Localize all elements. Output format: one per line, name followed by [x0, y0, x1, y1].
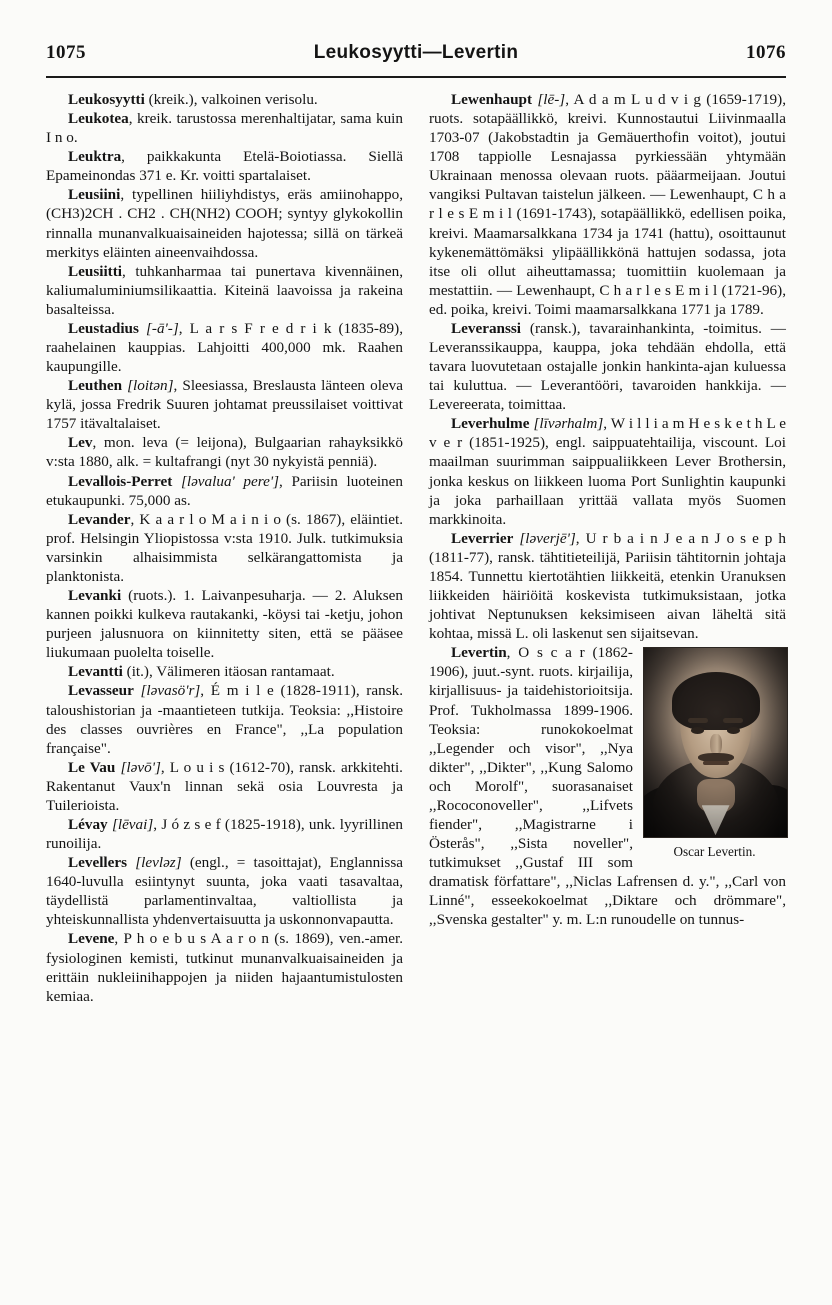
figure-caption: Oscar Levertin. [673, 844, 756, 860]
entry-body: (kreik.), valkoinen verisolu. [144, 91, 318, 108]
entry-levasseur [46, 681, 403, 757]
entry-body: , O s c a r (1862-1906), juut.-synt. ruots. kirjailija, kirjallisuus- ja taidehistorioitsija. Prof. Tukholmassa 1899-1906. Teoksia: runokokoelmat ,,Legender och visor", ,,Nya dikter", ,,Dikter", ,,Kung Salomo och Morolf", suorasanaiset ,,Rococonoveller", ,,Lifvets fiender", ,,Magistrarne i Österås", ,,Sista noveller", tutkimukset ,,Gustaf III som dramatisk författare", ,,Niclas Lafrensen d. y.", ,,Carl von Linné", esseekokoelmat ,,Diktare och drömmare", ,,Svenska gestalter" y. m. L:n runoudelle on tunnus- [429, 644, 786, 929]
headword: Leuthen [68, 377, 123, 395]
left-column [46, 90, 403, 1225]
entry-leveranssi [429, 319, 786, 414]
headword: Le Vau [68, 758, 116, 776]
entry-leuthen [46, 376, 403, 433]
entry-leusiitti [46, 262, 403, 319]
headword: Levander [68, 510, 131, 528]
pronunciation: [loitən] [127, 377, 174, 395]
entry-body: , mon. leva (= leijona), Bulgaarian rahayksikkö v:sta 1880, alk. = kultafrangi (nyt 30 nykyistä penniä). [46, 434, 403, 471]
entry-lewenhaupt [429, 90, 786, 319]
headword: Leverhulme [451, 415, 530, 433]
headword: Levanki [68, 587, 122, 605]
entry-leuktra [46, 147, 403, 185]
entry-body: , A d a m L u d v i g (1659-1719), ruots. sotapäällikkö, kreivi. Kunnostautui Liivinmaalla 1703-07 (Jakobstadtin ja Gemäuerthofin voitot), joutui 1708 tappiolle Lesnajassa pyrkiessään yhtymään Ukrainaan menossa olevaan ruots. pääarmeijaan. Joutui vangiksi Pultavan taistelun jälkeen. — Lewenhaupt, C h a r l e s E m i l (1691-1743), sotapäällikkö, edellisen poika, kreivi. Maamarsalkkana 1734 ja 1741 (hattu), osoittaunut kykenemättömäksi ylipäällikkönä hattujen sodassa, jota itse oli ollut aiheuttamassa; tuomittiin kuolemaan ja mestattiin. — Lewenhaupt, C h a r l e s E m i l (1721-96), ed. poika, kreivi. Toimi maamarsalkkana 1771 ja 1789. [429, 91, 787, 318]
entry-body: , W i l l i a m H e s k e t h L e v e r (1851-1925), engl. saippuatehtailija, viscount. Loi maailman suurimman saippualiikkeen Lever Brothersin, jonka keskus on liikkeen luoma Port Sunlightin kaupunki ja joka parhaillaan yrittää vallata myös Suomen markkinoita. [429, 415, 786, 528]
folio-left: 1075 [46, 42, 86, 63]
vignette-overlay [644, 648, 787, 837]
headword: Lévay [68, 815, 108, 833]
right-column [429, 90, 786, 1225]
headword: Levertin [451, 644, 507, 662]
pronunciation: [levləz] [135, 854, 182, 872]
pronunciation: [lē-] [537, 91, 566, 108]
pronunciation: [ləvalua' pere'] [180, 472, 280, 490]
entry-body: , kreik. tarustossa merenhaltijatar, sama kuin I n o. [46, 110, 403, 147]
entry-lev [46, 433, 403, 471]
headword: Leverrier [451, 529, 514, 547]
entry-leverhulme [429, 414, 786, 528]
running-title: Leukosyytti—Levertin [313, 42, 519, 63]
headword: Leukosyytti [68, 91, 145, 108]
entry-body: , tuhkanharmaa tai punertava kivennäinen, kaliumaluminiumsilikaattia. Kiteinä laavoissa ja rakeina basalteissa. [46, 262, 403, 318]
pronunciation: [-ā'-] [145, 319, 179, 337]
entry-body: (it.), Välimeren itäosan rantamaat. [122, 663, 335, 681]
entry-leukosyytti [46, 90, 403, 109]
entry-body: (engl., = tasoittajat), Englannissa 1640-luvulla esiintynyt suunta, joka vaati tasavaltaa, täydellistä parlamentinvaltaa, valtiollista ja yhteiskunnallista yhdenvertaisuutta ja uskonnonvapautta. [46, 854, 403, 929]
headword: Levallois-Perret [68, 472, 173, 490]
entry-body: (ruots.). 1. Laivanpesuharja. — 2. Aluksen kannen poikki kulkeva rautakanki, -köysi tai -ketju, johon purjeen jalusnuora on kiinnitetty siten, että se pääsee liukumaan puolelta toiselle. [46, 587, 403, 662]
entry-body: , L o u i s (1612-70), ransk. arkkitehti. Rakentanut Vaux'n linnan sekä osia Louvresta ja Tuilerioista. [46, 758, 403, 814]
pronunciation: [lēvai] [111, 815, 154, 833]
headword: Leveranssi [451, 319, 522, 337]
entry-leukotea [46, 109, 403, 147]
entry-body: , K a a r l o M a i n i o (s. 1867), eläintiet. prof. Helsingin Yliopistossa v:sta 1910. Julk. tutkimuksia varsinkin alhaisimmista selkärangattomista ja planktonista. [46, 510, 403, 585]
entry-levay [46, 815, 403, 853]
portrait-photo [643, 647, 788, 838]
entry-body: , paikkakunta Etelä-Boiotiassa. Siellä Epameinondas 371 e. Kr. voitti spartalaiset. [46, 148, 403, 185]
entry-leustadius [46, 319, 403, 376]
entry-levene [46, 929, 403, 1005]
entry-levanki [46, 586, 403, 662]
headword: Levene [68, 930, 115, 948]
figure-oscar-levertin [643, 647, 786, 861]
entry-levallois-perret [46, 472, 403, 510]
headword: Leusiitti [68, 262, 123, 280]
pronunciation: [līvərhalm] [533, 415, 604, 433]
entry-body: , L a r s F r e d r i k (1835-89), raahelainen kauppias. Lahjoitti 400,000 mk. Raahen kaupungille. [46, 319, 404, 376]
entry-body: , Sleesiassa, Breslausta länteen oleva kylä, jossa Fredrik Suuren johtamat preussilaiset voittivat 1757 itävaltalaiset. [46, 377, 403, 433]
entry-leusiini [46, 185, 403, 261]
entry-body: , P h o e b u s A a r o n (s. 1869), ven.-amer. fysiologinen kemisti, tutkinut munanvalkuaisaineiden ja erittäin nukleiinihappojen ja niiden hajaantumistulosten kemiaa. [46, 930, 403, 1005]
entry-body: (ransk.), tavarainhankinta, -toimitus. — Leveranssikauppa, kauppa, joka tehdään ehdolla, että tavara luovutetaan ostajalle jonkin hankinta-ajan kuluessa tai kuluttua. — Leverantööri, tavaroiden hankkija. — Levereerata, toimittaa. [429, 319, 786, 414]
page-header [46, 42, 786, 78]
headword: Leuktra [68, 148, 122, 166]
entry-body: , É m i l e (1828-1911), ransk. taloushistorian ja -maantieteen tutkija. Teoksia: ,,Histoire des classes ouvrières en France", ,,La population française". [46, 682, 403, 757]
headword: Lewenhaupt [451, 91, 533, 108]
page-sheet [46, 42, 786, 1227]
entry-body: , Pariisin luoteinen etukaupunki. 75,000 as. [46, 472, 403, 509]
folio-right: 1076 [746, 42, 786, 63]
entry-body: , J ó z s e f (1825-1918), unk. lyyrillinen runoilija. [46, 815, 404, 853]
columns-container [46, 90, 786, 1225]
entry-levantti [46, 662, 403, 681]
headword: Leustadius [68, 319, 139, 337]
headword: Levellers [68, 854, 128, 872]
entry-levellers [46, 853, 403, 929]
pronunciation: [ləverjē'] [519, 529, 576, 547]
headword: Leusiini [68, 186, 121, 204]
entry-levander [46, 510, 403, 586]
entry-leverrier [429, 529, 786, 643]
headword: Levantti [68, 663, 123, 681]
headword: Leukotea [68, 110, 129, 128]
pronunciation: [ləvō'] [120, 758, 161, 776]
entry-le-vau [46, 758, 403, 815]
entry-body: , typellinen hiiliyhdistys, eräs amiinohappo, (CH3)2CH . CH2 . CH(NH2) COOH; syntyy glykokollin rinnalla munanvalkuaisaineiden hajotessa; sillä on tärkeä merkitys eläinten aineenvaihdossa. [46, 186, 403, 261]
headword: Levasseur [68, 682, 134, 700]
entry-body: , U r b a i n J e a n J o s e p h (1811-77), ransk. tähtitieteilijä, Pariisin tähtitornin johtaja 1854. Tunnettu kiertotähtien liikkeitä, etenkin Uranuksen liikkeiden häiriöitä koskevista tutkimuksistaan, jotka johtivat Neptunuksen keksimiseen aivan läheltä sitä kohtaa, missä L. oli laskenut sen sijaitsevan. [429, 529, 786, 643]
headword: Lev [68, 434, 93, 452]
pronunciation: [ləvasö'r] [140, 682, 201, 700]
